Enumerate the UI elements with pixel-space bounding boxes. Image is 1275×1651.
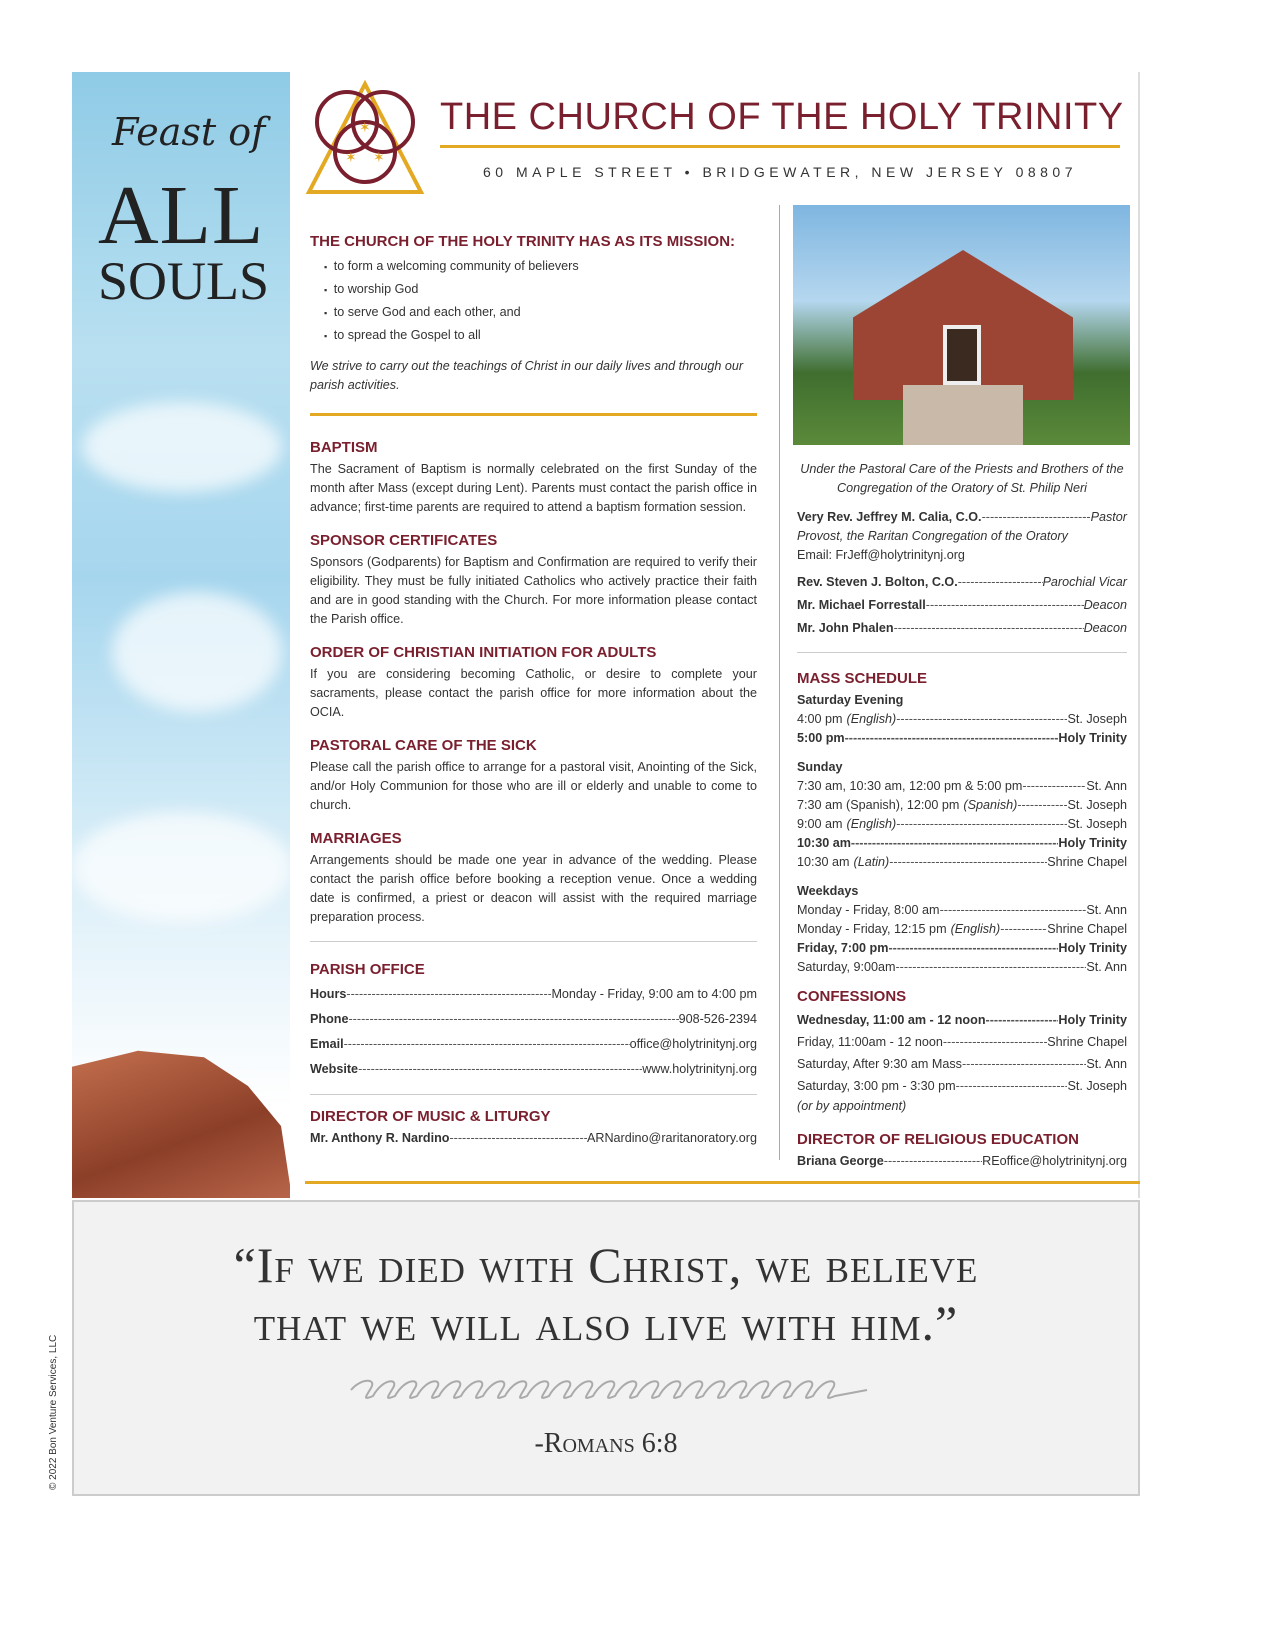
leader-dashes	[346, 982, 551, 1007]
confession-location: Holy Trinity	[1058, 1013, 1127, 1027]
mass-location: St. Ann	[1086, 960, 1127, 974]
mass-group-label: Saturday Evening	[797, 693, 904, 707]
office-row	[310, 1057, 757, 1082]
quote-box	[72, 1200, 1140, 1496]
leader-dashes	[344, 1032, 630, 1057]
office-value[interactable]: 908-526-2394	[678, 1012, 757, 1026]
scripture-quote	[74, 1236, 1138, 1352]
office-value: Monday - Friday, 9:00 am to 4:00 pm	[551, 987, 757, 1001]
confession-row	[797, 1075, 1127, 1097]
mass-schedule	[797, 691, 1127, 977]
mass-row	[797, 710, 1127, 729]
religious-ed-heading: DIRECTOR OF RELIGIOUS EDUCATION	[797, 1131, 1079, 1148]
leader-dashes	[895, 958, 1086, 977]
mass-time: 5:00 pm	[797, 731, 845, 745]
clergy-row	[797, 617, 1127, 640]
divider	[797, 652, 1127, 653]
religious-ed-name: Briana George	[797, 1154, 884, 1168]
leader-dashes	[894, 617, 1084, 640]
religious-ed-email[interactable]: REoffice@holytrinitynj.org	[982, 1154, 1127, 1168]
feast-label: Feast of	[112, 110, 266, 154]
pastoral-caption: Under the Pastoral Care of the Priests and Brothers of the Congregation of the Oratory of St. Philip Neri	[800, 462, 1124, 495]
pastor-name: Very Rev. Jeffrey M. Calia, C.O.	[797, 510, 982, 524]
mass-time: 4:00 pm	[797, 712, 843, 726]
leader-dashes	[358, 1057, 642, 1082]
leader-dashes	[940, 901, 1087, 920]
office-row	[310, 982, 757, 1007]
mass-row	[797, 853, 1127, 872]
pastor-role: Pastor	[1090, 510, 1127, 524]
mass-row	[797, 920, 1127, 939]
rock-image	[72, 1038, 292, 1198]
section-heading: SPONSOR CERTIFICATES	[310, 532, 498, 549]
confessions-heading: CONFESSIONS	[797, 988, 907, 1005]
leader-dashes	[1000, 920, 1047, 939]
leader-dashes	[1022, 777, 1086, 796]
church-title: THE CHURCH OF THE HOLY TRINITY	[440, 96, 1124, 138]
leader-dashes	[896, 710, 1067, 729]
mass-row	[797, 777, 1127, 796]
confession-time: Wednesday, 11:00 am - 12 noon	[797, 1013, 986, 1027]
clergy-name: Mr. Michael Forrestall	[797, 598, 926, 612]
mass-row	[797, 729, 1127, 748]
mass-row	[797, 901, 1127, 920]
mass-language: (English)	[846, 712, 897, 726]
section-heading: MARRIAGES	[310, 830, 402, 847]
clergy-role: Parochial Vicar	[1042, 575, 1127, 589]
quote-line-2: that we will also live with him.”	[253, 1295, 959, 1351]
sky-banner	[72, 72, 292, 1198]
leader-dashes	[1017, 796, 1067, 815]
confession-time: Friday, 11:00am - 12 noon	[797, 1035, 943, 1049]
mission-item: ▪ to form a welcoming community of believers	[324, 255, 757, 278]
column-divider	[779, 205, 780, 1160]
music-director-name: Mr. Anthony R. Nardino	[310, 1131, 450, 1145]
mass-location: St. Joseph	[1067, 817, 1127, 831]
gold-divider	[440, 145, 1120, 148]
mass-language: (Latin)	[853, 855, 890, 869]
right-column	[797, 460, 1127, 1171]
all-label: ALL	[98, 169, 265, 262]
mass-location: Holy Trinity	[1058, 731, 1127, 745]
section-order-of-christian-initiation-for-adults	[310, 643, 757, 722]
gold-divider	[305, 1181, 1140, 1184]
mass-location: St. Joseph	[1067, 798, 1127, 812]
music-director-email[interactable]: ARNardino@raritanoratory.org	[586, 1131, 757, 1145]
confessions-list	[797, 1009, 1127, 1097]
mass-row	[797, 939, 1127, 958]
copyright: © 2022 Bon Venture Services, LLC	[48, 1334, 59, 1490]
mass-time: Saturday, 9:00am	[797, 960, 896, 974]
mass-time: 7:30 am (Spanish), 12:00 pm	[797, 798, 960, 812]
mass-location: St. Joseph	[1067, 712, 1127, 726]
leader-dashes	[851, 834, 1059, 853]
mission-item: ▪ to worship God	[324, 278, 757, 301]
confession-location: St. Ann	[1086, 1057, 1127, 1071]
leader-dashes	[888, 939, 1058, 958]
office-label: Hours	[310, 987, 347, 1001]
section-text: The Sacrament of Baptism is normally celebrated on the first Sunday of the month after Mass (except during Lent). Parents must contact the parish office in advance; first-time parents are required to attend a baptism formation session.	[310, 462, 757, 514]
leader-dashes	[845, 729, 1059, 748]
mass-time: 10:30 am	[797, 836, 851, 850]
divider	[310, 1094, 757, 1095]
quote-line-1: “If we died with Christ, we believe	[233, 1237, 979, 1293]
leader-dashes	[896, 815, 1067, 834]
office-value[interactable]: www.holytrinitynj.org	[642, 1062, 757, 1076]
clergy-list	[797, 571, 1127, 640]
mass-group-label: Weekdays	[797, 884, 859, 898]
mass-location: St. Ann	[1086, 779, 1127, 793]
mass-group-label: Sunday	[797, 760, 843, 774]
quote-citation: -Romans 6:8	[534, 1428, 678, 1459]
leader-dashes	[943, 1031, 1047, 1053]
confession-location: Shrine Chapel	[1047, 1035, 1127, 1049]
section-text: Arrangements should be made one year in advance of the wedding. Please contact the parish office before booking a reception venue. Once a wedding date is confirmed, a priest or deacon will assist with the required marriage preparation process.	[310, 853, 757, 924]
confession-time: Saturday, After 9:30 am Mass	[797, 1057, 962, 1071]
mass-time: Monday - Friday, 12:15 pm	[797, 922, 947, 936]
section-heading: BAPTISM	[310, 439, 378, 456]
office-row	[310, 1032, 757, 1057]
office-label: Email	[310, 1037, 344, 1051]
section-text: If you are considering becoming Catholic, or desire to complete your sacraments, please contact the parish office for more information about the OCIA.	[310, 667, 757, 719]
clergy-name: Rev. Steven J. Bolton, C.O.	[797, 575, 958, 589]
church-photo	[793, 205, 1130, 445]
mass-language: (English)	[950, 922, 1001, 936]
parish-office-list	[310, 982, 757, 1082]
section-baptism	[310, 438, 757, 517]
section-sponsor-certificates	[310, 531, 757, 629]
address: 60 MAPLE STREET • BRIDGEWATER, NEW JERSEY 08807	[483, 164, 1077, 180]
section-marriages	[310, 829, 757, 927]
leader-dashes	[958, 571, 1043, 594]
section-text: Sponsors (Godparents) for Baptism and Confirmation are required to verify their eligibility. They must be fully initiated Catholics who actively practice their faith and are in good standing with the Church. For more information please contact the Parish office.	[310, 555, 757, 626]
pastor-subtitle: Provost, the Raritan Congregation of the Oratory	[797, 529, 1068, 543]
mission-heading: THE CHURCH OF THE HOLY TRINITY HAS AS ITS MISSION:	[310, 233, 736, 250]
section-heading: PASTORAL CARE OF THE SICK	[310, 737, 537, 754]
svg-text:✶: ✶	[373, 149, 385, 165]
confession-row	[797, 1031, 1127, 1053]
mission-item: ▪ to spread the Gospel to all	[324, 324, 757, 347]
clergy-role: Deacon	[1083, 598, 1127, 612]
mass-group	[797, 691, 1127, 748]
scroll-ornament-icon	[349, 1374, 869, 1404]
section-heading: ORDER OF CHRISTIAN INITIATION FOR ADULTS	[310, 644, 657, 661]
mass-time: 7:30 am, 10:30 am, 12:00 pm & 5:00 pm	[797, 779, 1023, 793]
souls-label: SOULS	[98, 251, 270, 311]
confession-time: Saturday, 3:00 pm - 3:30 pm	[797, 1079, 956, 1093]
leader-dashes	[926, 594, 1084, 617]
leader-dashes	[889, 853, 1047, 872]
clergy-name: Mr. John Phalen	[797, 621, 894, 635]
leader-dashes	[348, 1007, 678, 1032]
leader-dashes	[986, 1009, 1059, 1031]
mass-time: 9:00 am	[797, 817, 843, 831]
mass-location: St. Ann	[1086, 903, 1127, 917]
leader-dashes	[956, 1075, 1068, 1097]
mass-location: Shrine Chapel	[1047, 922, 1127, 936]
mission-list	[324, 255, 757, 347]
mass-row	[797, 958, 1127, 977]
clergy-role: Deacon	[1083, 621, 1127, 635]
mass-time: Monday - Friday, 8:00 am	[797, 903, 940, 917]
mission-closing: We strive to carry out the teachings of Christ in our daily lives and through our parish activities.	[310, 359, 744, 392]
gold-divider	[310, 413, 757, 416]
mass-row	[797, 815, 1127, 834]
mass-time: 10:30 am	[797, 855, 850, 869]
section-pastoral-care-of-the-sick	[310, 736, 757, 815]
mass-language: (English)	[846, 817, 897, 831]
mission-item: ▪ to serve God and each other, and	[324, 301, 757, 324]
music-heading: DIRECTOR OF MUSIC & LITURGY	[310, 1108, 551, 1125]
mass-row	[797, 834, 1127, 853]
confessions-note: (or by appointment)	[797, 1099, 907, 1113]
clergy-row	[797, 594, 1127, 617]
mass-time: Friday, 7:00 pm	[797, 941, 889, 955]
office-label: Website	[310, 1062, 359, 1076]
office-row	[310, 1007, 757, 1032]
mass-group	[797, 882, 1127, 977]
svg-text:✶: ✶	[345, 149, 357, 165]
divider	[310, 941, 757, 942]
mass-location: Holy Trinity	[1058, 836, 1127, 850]
leader-dashes	[962, 1053, 1086, 1075]
sections	[310, 438, 757, 927]
office-value[interactable]: office@holytrinitynj.org	[629, 1037, 757, 1051]
mass-location: Shrine Chapel	[1047, 855, 1127, 869]
confession-location: St. Joseph	[1067, 1079, 1127, 1093]
svg-text:✶: ✶	[359, 119, 371, 135]
trinity-logo-icon	[305, 80, 425, 200]
confession-row	[797, 1009, 1127, 1031]
mass-group	[797, 758, 1127, 872]
office-label: Phone	[310, 1012, 349, 1026]
mass-location: Holy Trinity	[1058, 941, 1127, 955]
clergy-row	[797, 571, 1127, 594]
left-column	[310, 232, 757, 1148]
section-text: Please call the parish office to arrange for a pastoral visit, Anointing of the Sick, and/or Holy Communion for those who are ill or elderly and unable to come to church.	[310, 760, 757, 812]
mass-heading: MASS SCHEDULE	[797, 670, 928, 687]
confession-row	[797, 1053, 1127, 1075]
mass-row	[797, 796, 1127, 815]
parish-office-heading: PARISH OFFICE	[310, 961, 425, 978]
pastor-email[interactable]: Email: FrJeff@holytrinitynj.org	[797, 548, 965, 562]
mass-language: (Spanish)	[963, 798, 1018, 812]
